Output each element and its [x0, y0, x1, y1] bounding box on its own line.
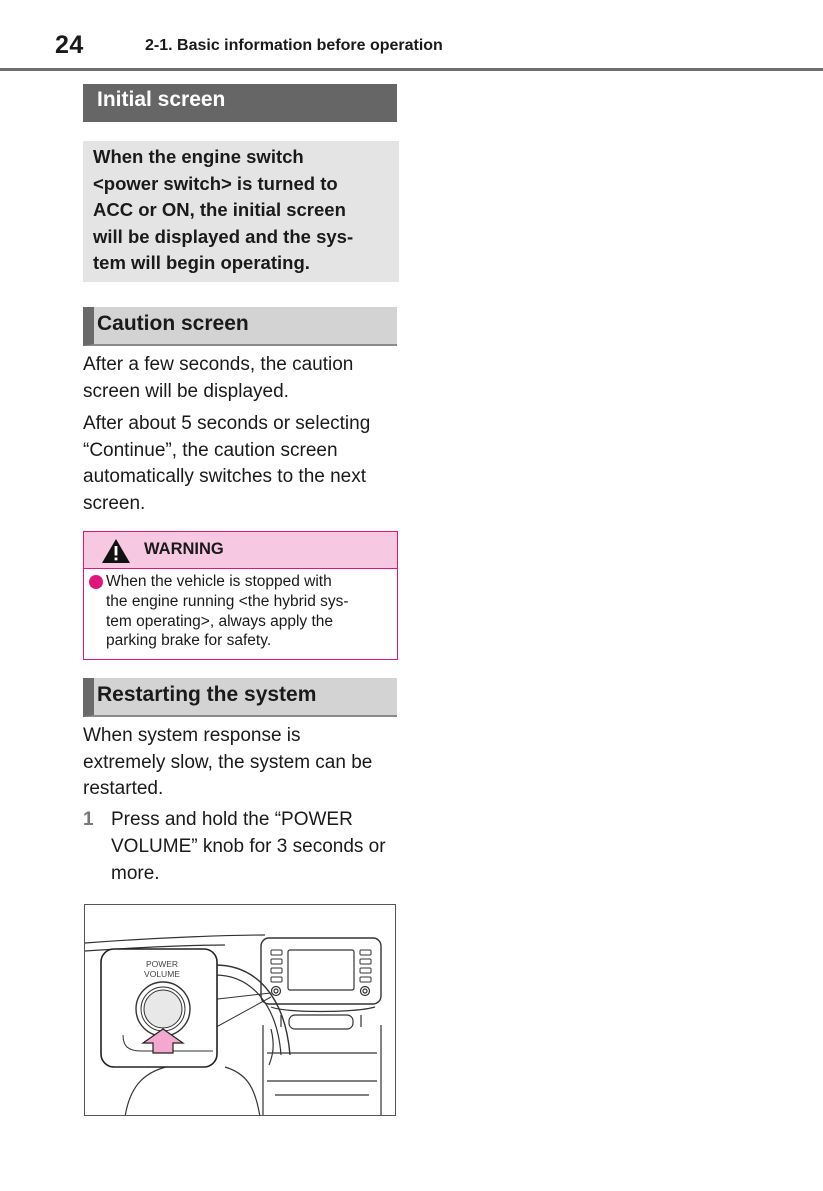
warning-triangle-icon [101, 538, 131, 564]
warning-box [83, 531, 398, 660]
paragraph-line: “Continue”, the caution screen [83, 439, 338, 461]
intro-box [83, 141, 399, 282]
caution-paragraph-1 [83, 352, 397, 405]
knob-label [141, 960, 183, 979]
warning-line: tem operating>, always apply the [106, 612, 334, 630]
warning-line: parking brake for safety. [106, 632, 272, 650]
warning-line: When the vehicle is stopped with [106, 573, 332, 590]
running-header: 2-1. Basic information before operation [145, 37, 443, 54]
step-line: VOLUME” knob for 3 seconds or [111, 836, 386, 857]
knob-label-line: POWER [145, 959, 179, 969]
warning-line: the engine running <the hybrid sys- [106, 592, 349, 610]
restarting-heading: Restarting the system [83, 678, 397, 717]
caution-paragraph-2 [83, 411, 397, 517]
initial-screen-heading: Initial screen [83, 84, 397, 122]
page-number: 24 [55, 31, 84, 59]
dashboard-illustration [84, 904, 396, 1116]
paragraph-line: When system response is [83, 725, 301, 746]
dashboard-drawing [85, 905, 396, 1116]
header-rule [0, 68, 823, 71]
intro-line: <power switch> is turned to [93, 172, 338, 194]
intro-line: When the engine switch [93, 146, 304, 167]
bullet-icon [89, 575, 103, 589]
paragraph-line: After about 5 seconds or selecting [83, 413, 371, 434]
paragraph-line: extremely slow, the system can be [83, 751, 373, 773]
paragraph-line: After a few seconds, the caution [83, 354, 354, 375]
caution-screen-heading: Caution screen [83, 307, 397, 346]
paragraph-line: screen. [83, 492, 146, 514]
paragraph-line: automatically switches to the next [83, 466, 367, 487]
paragraph-line: screen will be displayed. [83, 380, 289, 402]
step-line: Press and hold the “POWER [111, 809, 353, 830]
intro-line: will be displayed and the sys- [93, 225, 354, 247]
step-number: 1 [83, 809, 94, 830]
warning-title: WARNING [144, 540, 224, 558]
step-line: more. [111, 863, 160, 884]
paragraph-line: restarted. [83, 778, 164, 799]
intro-line: tem will begin operating. [93, 252, 310, 273]
knob-label-line: VOLUME [144, 968, 180, 979]
warning-header [84, 532, 397, 569]
restarting-paragraph [83, 723, 397, 803]
intro-line: ACC or ON, the initial screen [93, 199, 346, 220]
